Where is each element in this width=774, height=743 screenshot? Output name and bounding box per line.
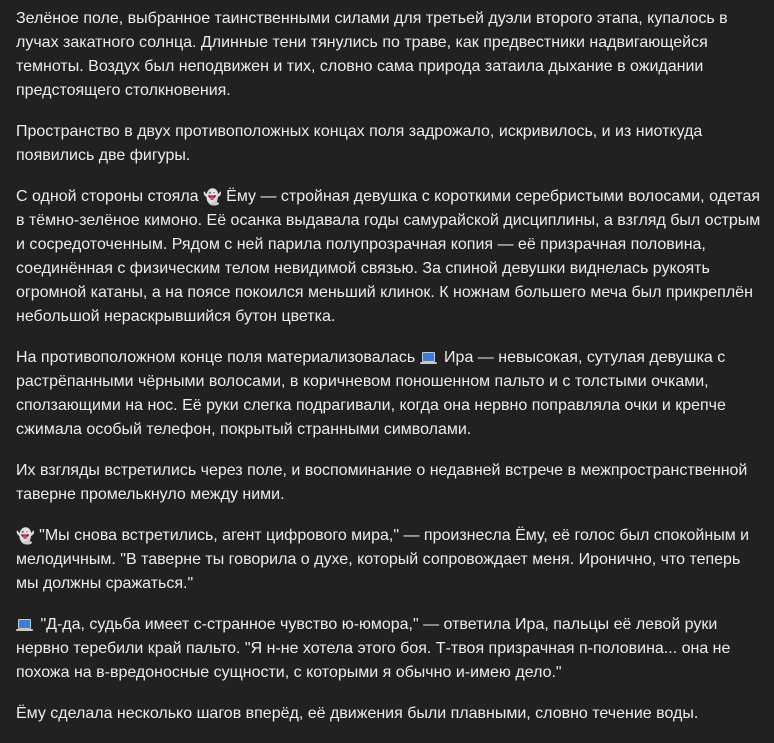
ghost-icon: 👻	[203, 188, 222, 206]
paragraph-text: С одной стороны стояла	[16, 188, 204, 205]
paragraph-text: Ёму — стройная девушка с короткими серебристыми волосами, одетая в тёмно-зелёное кимоно. Её осанка выдавала годы самурайской дисциплины, а взгляд был острым и сосредоточенным. Рядом с ней парила полупрозрачная копия — её призрачная половина, соединённая с физическим телом невидимой связью. За спиной девушки виднелась рукоять огромной катаны, а на поясе покоился меньший клинок. К ножнам большего меча был прикреплён небольшой нераскрывшийся бутон цветка.	[16, 188, 761, 325]
paragraph	[16, 613, 761, 685]
paragraph: Зелёное поле, выбранное таинственными силами для третьей дуэли второго этапа, купалось в лучах закатного солнца. Длинные тени тянулись по траве, как предвестники надвигающейся темноты. Воздух был неподвижен и тих, словно сама природа затаила дыхание в ожидании предстоящего столкновения.	[16, 10, 728, 99]
laptop-icon	[16, 619, 33, 631]
laptop-icon	[420, 352, 437, 364]
ghost-icon: 👻	[16, 527, 35, 545]
paragraph	[16, 346, 761, 442]
paragraph-text: "Мы снова встретились, агент цифрового мира," — произнесла Ёму, её голос был спокойным и мелодичным. "В таверне ты говорила о духе, который сопровождает меня. Иронично, что теперь мы должны сражаться."	[16, 527, 750, 592]
paragraph-text: "Д-да, судьба имеет с-странное чувство ю-юмора," — ответила Ира, пальцы её левой руки нервно теребили край пальто. "Я н-не хотела этого боя. Т-твоя призрачная п-половина... она не похожа на в-вредоносные сущности, с которыми я обычно и-имею дело."	[16, 616, 731, 681]
paragraph: Пространство в двух противоположных концах поля задрожало, искривилось, и из ниоткуда появились две фигуры.	[16, 123, 703, 164]
paragraph	[16, 185, 761, 329]
story-text	[16, 7, 761, 743]
paragraph-text: Ира — невысокая, сутулая девушка с растрёпанными чёрными волосами, в коричневом поношенном пальто и с толстыми очками, сползающими на нос. Её руки слегка подрагивали, когда она нервно поправляла очки и крепче сжимала особый телефон, покрытый странными символами.	[16, 349, 726, 438]
paragraph: Ёму сделала несколько шагов вперёд, её движения были плавными, словно течение воды.	[16, 705, 699, 722]
paragraph	[16, 524, 761, 596]
paragraph: Их взгляды встретились через поле, и воспоминание о недавней встрече в межпространственной таверне промелькнуло между ними.	[16, 462, 748, 503]
paragraph-text: На противоположном конце поля материализовалась	[16, 349, 420, 366]
